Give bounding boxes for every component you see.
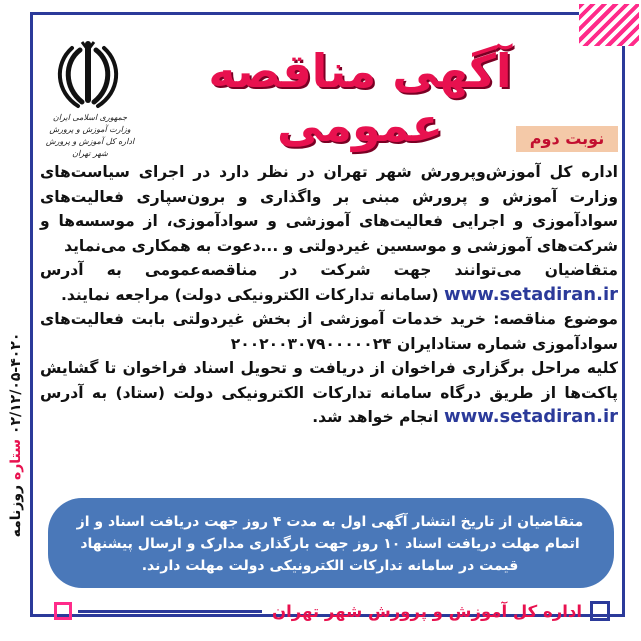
corner-stripes-top-right: [579, 4, 639, 46]
footer: [54, 597, 610, 625]
subject-text: موضوع مناقصه: خرید خدمات آموزشی از بخش غیردولتی بابت فعالیت‌های سوادآموزی شماره ستادایران: [40, 310, 618, 353]
paragraph-procedure: [40, 356, 618, 430]
org-name: اداره کل آموزش‌وپرورش شهر تهران: [323, 163, 618, 181]
deadline-notice-text: متقاضیان از تاریخ انتشار آگهی اول به مدت ۴ روز جهت دریافت اسناد و از اتمام مهلت دریافت اسناد ۱۰ روز جهت بارگذاری مدارک و ارسال پیشنهاد قیمت در سامانه تدارکات الکترونیکی دولت مهلت دارند.: [76, 514, 584, 574]
emblem-line-1: جمهوری اسلامی ایران: [52, 113, 128, 122]
applicants-text-a: متقاضیان می‌توانند جهت شرکت در مناقصه‌عمومی به آدرس: [40, 261, 618, 279]
emblem-line-3: اداره کل آموزش و پرورش شهر تهران: [45, 137, 135, 158]
applicants-text-b: (سامانه تدارکات الکترونیکی دولت) مراجعه نمایند.: [61, 285, 444, 304]
page-title: آگهی مناقصه عمومی: [208, 44, 512, 152]
paragraph-applicants: [40, 258, 618, 307]
footer-small-square-icon: [54, 602, 72, 620]
side-label-brand: ستاره: [8, 438, 24, 481]
newspaper-side-label: [2, 300, 30, 570]
paragraph-intro: [40, 160, 618, 258]
procedure-text-b: انجام خواهد شد.: [312, 408, 444, 426]
iran-emblem-icon: [52, 40, 124, 110]
footer-square-icon: [590, 601, 610, 621]
footer-signature: اداره کل آموزش و پرورش شهر تهران: [271, 601, 582, 621]
setadiran-link-2[interactable]: www.setadiran.ir: [443, 406, 618, 427]
ad-body: [40, 160, 618, 430]
round-badge: نوبت دوم: [516, 126, 618, 152]
procedure-text-a: کلیه مراحل برگزاری فراخوان از دریافت و تحویل اسناد فراخوان تا گشایش پاکت‌ها از طریق درگاه سامانه تدارکات الکترونیکی دولت (ستاد) به آدرس: [40, 359, 618, 402]
emblem-line-2: وزارت آموزش و پرورش: [49, 125, 131, 134]
setadiran-link[interactable]: www.setadiran.ir: [443, 283, 618, 305]
side-label-prefix: روزنامه: [8, 484, 24, 538]
paragraph-subject: [40, 307, 618, 356]
side-label-date: ۰۲/۱۲/۰۵-۴۰۲۰: [8, 332, 24, 435]
intro-text: در نظر دارد در اجرای سیاست‌های وزارت آموزش و پرورش مبنی بر واگذاری و برون‌سپاری فعالیت‌های سوادآموزی و اجرایی فعالیت‌های آموزشی و سوادآموزی، از موسسه‌ها و شرکت‌های آموزشی و موسسین غیردولتی و ...دعوت به همکاری می‌نماید: [40, 163, 618, 255]
emblem-caption: [40, 112, 140, 160]
footer-rule: [78, 610, 262, 613]
tender-number: ۲۰۰۲۰۰۳۰۷۹۰۰۰۰۰۲۴: [230, 334, 392, 353]
